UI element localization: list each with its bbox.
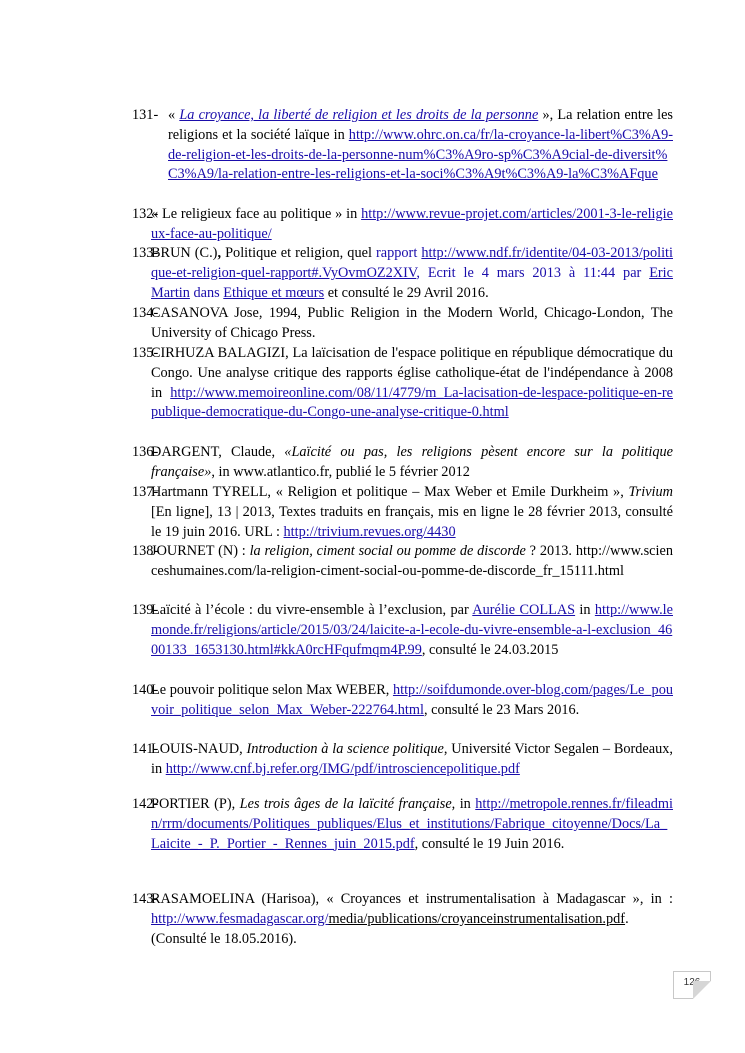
reference-number: 133- <box>132 245 159 261</box>
text: PORTIER (P), <box>151 796 240 812</box>
reference-133 <box>132 244 673 303</box>
page-number: 126 <box>683 977 701 988</box>
reference-url[interactable]: http://www.revue-projet.com/articles/2001-3-le-religieux-face-au-politique/ <box>151 206 673 242</box>
text: JOURNET (N) : <box>151 543 250 559</box>
text: , Ecrit le 4 mars 2013 à 11:44 par <box>416 264 650 281</box>
reference-url[interactable]: http://www.cnf.bj.refer.org/IMG/pdf/introsciencepolitique.pdf <box>165 760 520 777</box>
reference-132 <box>132 205 673 245</box>
text: « <box>168 107 180 123</box>
reference-number: 143- <box>132 891 159 907</box>
text: Le pouvoir politique selon Max WEBER, <box>151 682 393 698</box>
text: DARGENT, Claude, <box>151 444 285 460</box>
text: Laïcité à l’école : du vivre-ensemble à l’exclusion, par <box>151 602 473 618</box>
text: ? 2013. http://www.scienceshumaines.com/la-religion-ciment-social-ou-pomme-de-discorde_fr_15111.html <box>151 543 673 579</box>
text: LOUIS-NAUD, <box>151 741 247 757</box>
text: in <box>575 602 595 618</box>
reference-139 <box>132 601 673 660</box>
reference-number: 140- <box>132 682 159 698</box>
reference-137 <box>132 483 673 542</box>
page-number-badge <box>673 971 711 999</box>
reference-url[interactable]: http://www.fesmadagascar.org/ <box>151 910 329 927</box>
reference-number: 134- <box>132 305 159 321</box>
text: , consulté le 24.03.2015 <box>421 641 559 658</box>
text: la religion, ciment social ou pomme de discorde <box>249 543 526 559</box>
reference-url[interactable]: http://www.ohrc.on.ca/fr/la-croyance-la-libert%C3%A9-de-religion-et-les-droits-de-la-personne-num%C3%A9ro-sp%C3%A9cial-de-diversit%C3%A9/la-relation-entre-les-religions-et-la-soci%C3%A9t%C3%A9-la%C3%AFque <box>168 126 673 183</box>
text: . (Consulté le 18.05.2016). <box>151 910 629 947</box>
reference-135 <box>132 344 673 423</box>
text: « Le religieux face au politique » in <box>151 206 362 222</box>
text: , in www.atlantico.fr, publié le 5 février 2012 <box>211 463 470 480</box>
text: CIRHUZA BALAGIZI, La laïcisation de l'espace politique en république démocratique du Congo. Une analyse critique des rapports église catholique-état de l'indépendance à 2008 in <box>151 345 673 401</box>
text: in <box>455 796 476 812</box>
text: BRUN (C.) <box>151 245 218 261</box>
author-link[interactable]: Eric Martin <box>151 264 673 301</box>
reference-number: 135- <box>132 345 159 361</box>
text: Politique et religion, quel <box>221 245 376 261</box>
reference-134 <box>132 304 673 344</box>
text: CASANOVA Jose, 1994, Public Religion in the Modern World, Chicago-London, The University of Chicago Press. <box>151 305 673 341</box>
author-link[interactable]: Aurélie COLLAS <box>472 602 576 618</box>
text: Les trois âges de la laïcité française, <box>239 796 456 812</box>
reference-143 <box>132 890 673 949</box>
reference-link[interactable]: La croyance, la liberté de religion et les droits de la personne <box>179 107 539 123</box>
text: RASAMOELINA (Harisoa), « Croyances et instrumentalisation à Madagascar », in : <box>151 891 673 907</box>
reference-number: 139- <box>132 602 159 618</box>
reference-number: 138- <box>132 543 159 559</box>
page-fold-corner <box>693 981 711 999</box>
reference-url[interactable]: http://metropole.rennes.fr/fileadmin/rrm/documents/Politiques_publiques/Elus_et_institutions/Fabrique_citoyenne/Docs/La_Laicite_-_P._Portier_-_Rennes_juin_2015.pdf <box>151 796 673 852</box>
reference-number: 142- <box>132 796 159 812</box>
reference-url[interactable]: http://www.ndf.fr/identite/04-03-2013/politique-et-religion-quel-rapport#.VyOvmOZ2XIV <box>151 245 673 281</box>
text: media/publications/croyanceinstrumentalisation.pdf <box>328 910 626 927</box>
text: , Université Victor Segalen – Bordeaux, in <box>151 741 673 777</box>
text: Trivium <box>628 484 673 500</box>
text: , consulté le 23 Mars 2016. <box>423 701 580 718</box>
category-link[interactable]: Ethique et mœurs <box>223 284 325 301</box>
reference-number: 131- <box>132 107 159 123</box>
text: Hartmann TYRELL, « Religion et politique – Max Weber et Emile Durkheim », <box>151 484 629 500</box>
reference-number: 136- <box>132 444 159 460</box>
text: rapport <box>376 245 418 261</box>
reference-url[interactable]: http://trivium.revues.org/4430 <box>283 523 456 540</box>
reference-138 <box>132 542 673 582</box>
reference-number: 132- <box>132 206 159 222</box>
reference-140 <box>132 681 673 721</box>
text: [En ligne], 13 | 2013, Textes traduits en français, mis en ligne le 28 février 2013, consulté le 19 juin 2016. URL : <box>151 503 673 540</box>
text: », La relation entre les religions et la société laïque in <box>168 107 673 143</box>
reference-url[interactable]: http://www.memoireonline.com/08/11/4779/m_La-lacisation-de-lespace-politique-en-republique-democratique-du-Congo-une-analyse-critique-0.html <box>151 384 673 421</box>
reference-131 <box>132 106 673 185</box>
reference-142 <box>132 795 673 854</box>
text: , consulté le 19 Juin 2016. <box>414 835 565 852</box>
text: , <box>217 245 222 261</box>
text: dans <box>189 284 224 301</box>
reference-number: 141- <box>132 741 159 757</box>
text: Introduction à la science politique <box>246 741 444 757</box>
reference-136 <box>132 443 673 483</box>
text: «Laïcité ou pas, les religions pèsent encore sur la politique française» <box>151 444 673 480</box>
reference-141 <box>132 740 673 780</box>
reference-number: 137- <box>132 484 159 500</box>
reference-url[interactable]: http://soifdumonde.over-blog.com/pages/Le_pouvoir_politique_selon_Max_Weber-222764.html <box>151 682 673 718</box>
reference-url[interactable]: http://www.lemonde.fr/religions/article/2015/03/24/laicite-a-l-ecole-du-vivre-ensemble-a-l-exclusion_4600133_1653130.html#kkA0rcHFqufmqm4P.99 <box>151 602 673 658</box>
text: et consulté le 29 Avril 2016. <box>324 284 489 301</box>
